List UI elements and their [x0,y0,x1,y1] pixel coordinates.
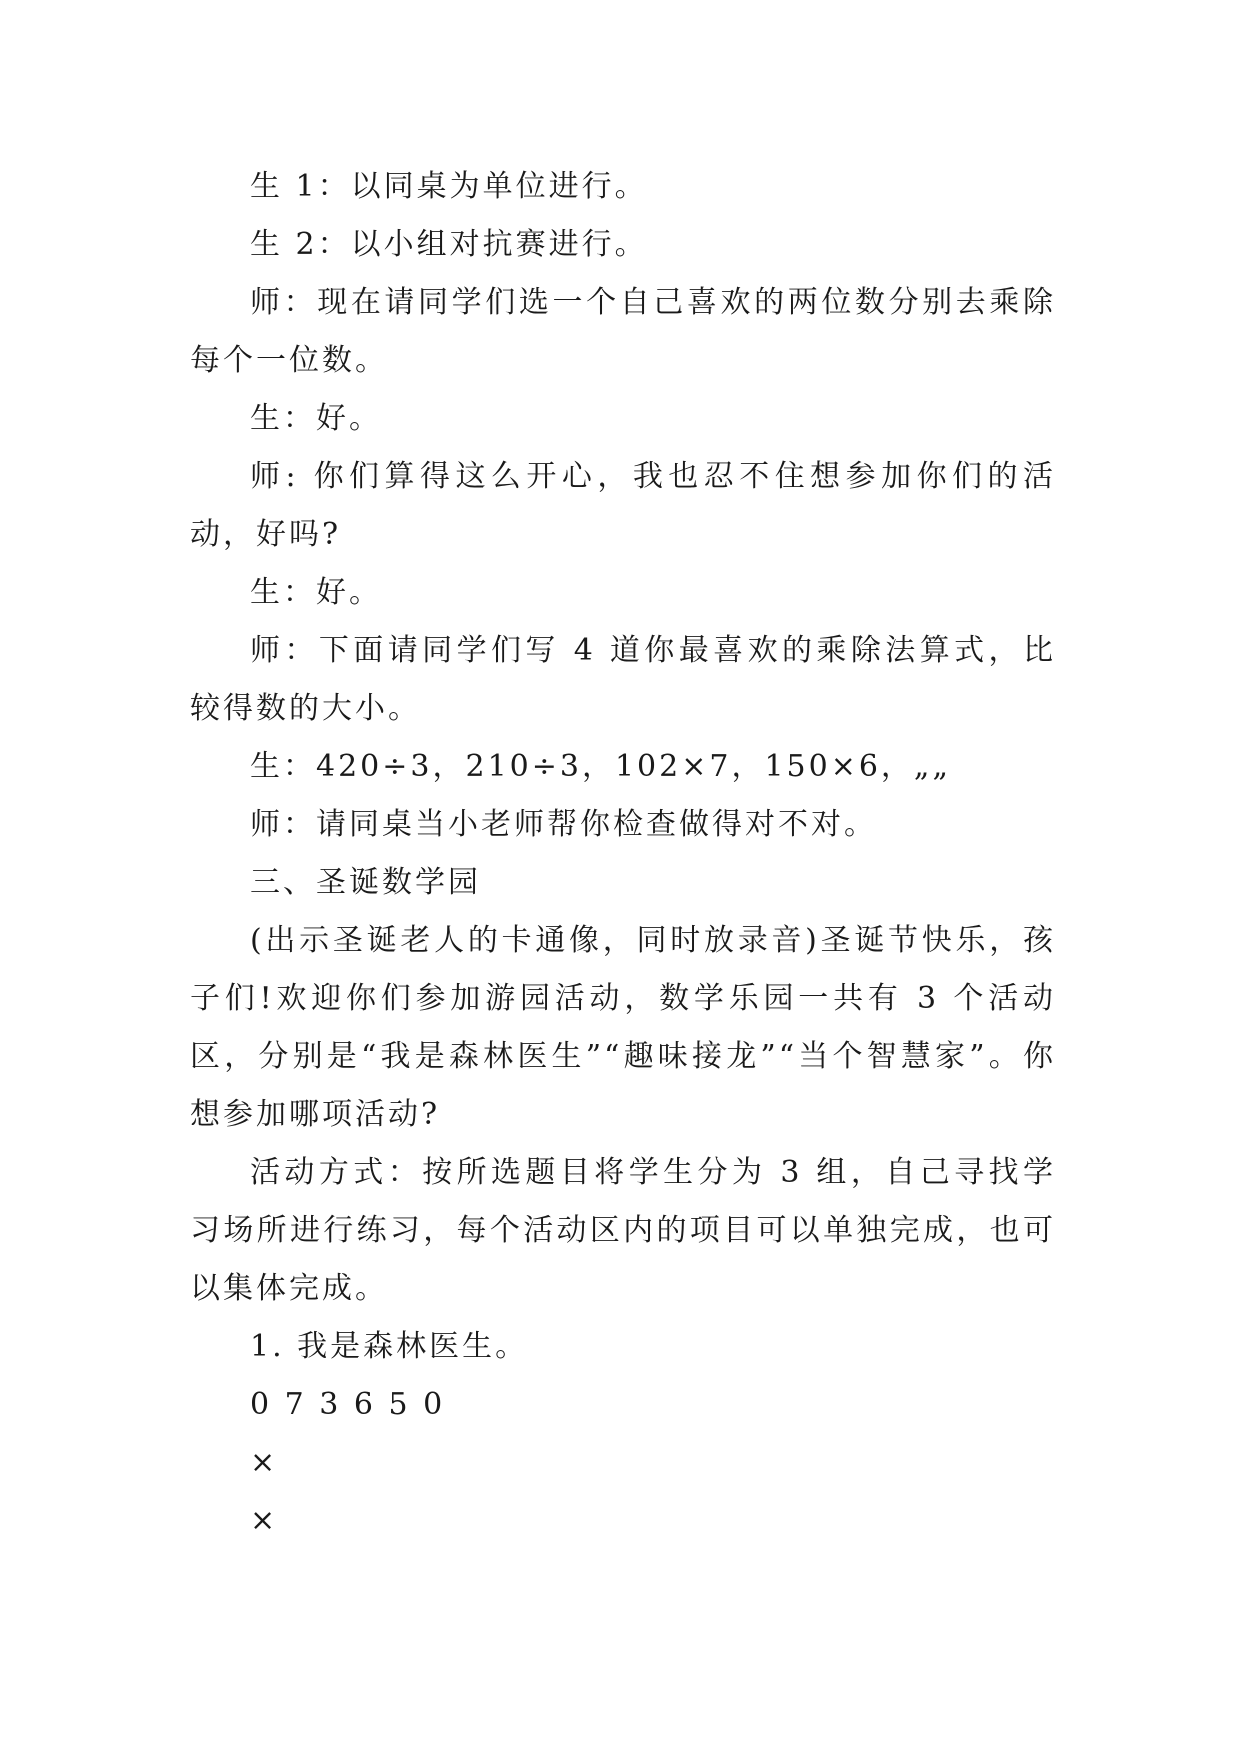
dialogue-teacher-3: 师：下面请同学们写 4 道你最喜欢的乘除法算式，比较得数的大小。 [190,633,1056,726]
dialogue-teacher-4: 师：请同桌当小老师帮你检查做得对不对。 [250,807,877,842]
paragraph-activity-method: 活动方式：按所选题目将学生分为 3 组，自己寻找学习场所进行练习，每个活动区内的项目可以单独完成，也可以集体完成。 [190,1155,1056,1306]
digit-row: 0 7 3 6 5 0 [250,1387,446,1422]
dialogue-student-2: 生 2：以小组对抗赛进行。 [250,227,648,262]
dialogue-student-4: 生：好。 [250,575,382,610]
dialogue-teacher-2: 师: 你们算得这么开心，我也忍不住想参加你们的活动，好吗? [190,459,1056,552]
section-heading: 三、圣诞数学园 [250,865,481,900]
paragraph-intro: (出示圣诞老人的卡通像，同时放录音)圣诞节快乐，孩子们!欢迎你们参加游园活动，数学乐园一共有 3 个活动区，分别是“我是森林医生”“趣味接龙”“当个智慧家”。你想参加哪项活动? [190,923,1056,1132]
dialogue-teacher-1: 师：现在请同学们选一个自己喜欢的两位数分别去乘除每个一位数。 [190,285,1056,378]
dialogue-student-3: 生：好。 [250,401,382,436]
document-body [190,158,1056,1550]
dialogue-student-1: 生 1：以同桌为单位进行。 [250,169,648,204]
dialogue-student-5: 生：420÷3，210÷3，102×7，150×6，„„ [250,749,952,784]
times-symbol-2: × [250,1503,279,1538]
times-symbol-1: × [250,1445,279,1480]
list-item-forest-doctor: 1. 我是森林医生。 [250,1329,529,1364]
